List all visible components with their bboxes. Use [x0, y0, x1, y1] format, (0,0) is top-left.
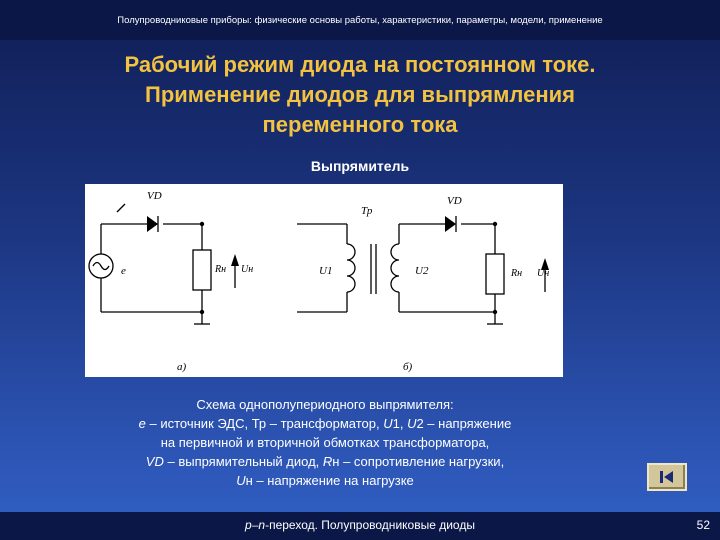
caption-line-4	[100, 452, 550, 471]
footer-title	[0, 518, 720, 532]
circuit-diagram	[85, 184, 563, 377]
skip-to-start-icon	[649, 465, 685, 489]
footer-pn: p–n	[245, 518, 266, 532]
caption-line-2-rest: 2 – напряжение	[416, 416, 512, 431]
caption-line-5	[100, 471, 550, 490]
load-label-a: Rн	[215, 264, 227, 275]
figure-label-b: б)	[403, 361, 413, 373]
figure-caption	[100, 395, 550, 490]
voltage-label-b: Uн	[537, 268, 550, 279]
rectifier-circuit-figure	[85, 184, 563, 377]
caption-u: U	[236, 473, 246, 488]
caption-vd: VD	[145, 454, 164, 469]
figure-label-a: а)	[177, 361, 187, 373]
diode-label-b: VD	[447, 195, 462, 207]
caption-line-3: на первичной и вторичной обмотках трансформатора,	[160, 435, 490, 450]
caption-u1: U	[383, 416, 393, 431]
title-line-2: Применение диодов для выпрямления	[145, 82, 575, 107]
nav-first-slide-button[interactable]	[647, 463, 687, 491]
caption-u1-num: 1,	[392, 416, 408, 431]
load-label-b: Rн	[511, 268, 523, 279]
title-line-3: переменного тока	[262, 112, 458, 137]
diode-label-a: VD	[147, 190, 162, 202]
slide-title	[20, 50, 700, 140]
caption-line-4-mid: – выпрямительный диод,	[163, 454, 323, 469]
source-label-a: e	[121, 265, 126, 277]
page-number: 52	[696, 518, 710, 532]
title-line-1: Рабочий режим диода на постоянном токе.	[124, 52, 596, 77]
caption-e: e	[138, 416, 146, 431]
caption-line-2-mid: – источник ЭДС, Тр – трансформатор,	[145, 416, 384, 431]
header-caption: Полупроводниковые приборы: физические основы работы, характеристики, параметры, модели, применение	[117, 15, 603, 26]
caption-line-5-rest: н – напряжение на нагрузке	[245, 473, 414, 488]
transformer-label-b: Тр	[361, 205, 373, 217]
caption-line-2	[100, 414, 550, 433]
footer-text: -переход. Полупроводниковые диоды	[265, 518, 475, 532]
caption-u2: U	[407, 416, 417, 431]
voltage-label-a: Uн	[241, 264, 254, 275]
caption-line-1: Схема однополупериодного выпрямителя:	[196, 397, 454, 412]
u1-label-b: U1	[319, 265, 333, 277]
caption-line-4-rest: н – сопротивление нагрузки,	[332, 454, 505, 469]
slide-subtitle: Выпрямитель	[310, 158, 410, 174]
caption-r: R	[322, 454, 333, 469]
u2-label-b: U2	[415, 265, 429, 277]
